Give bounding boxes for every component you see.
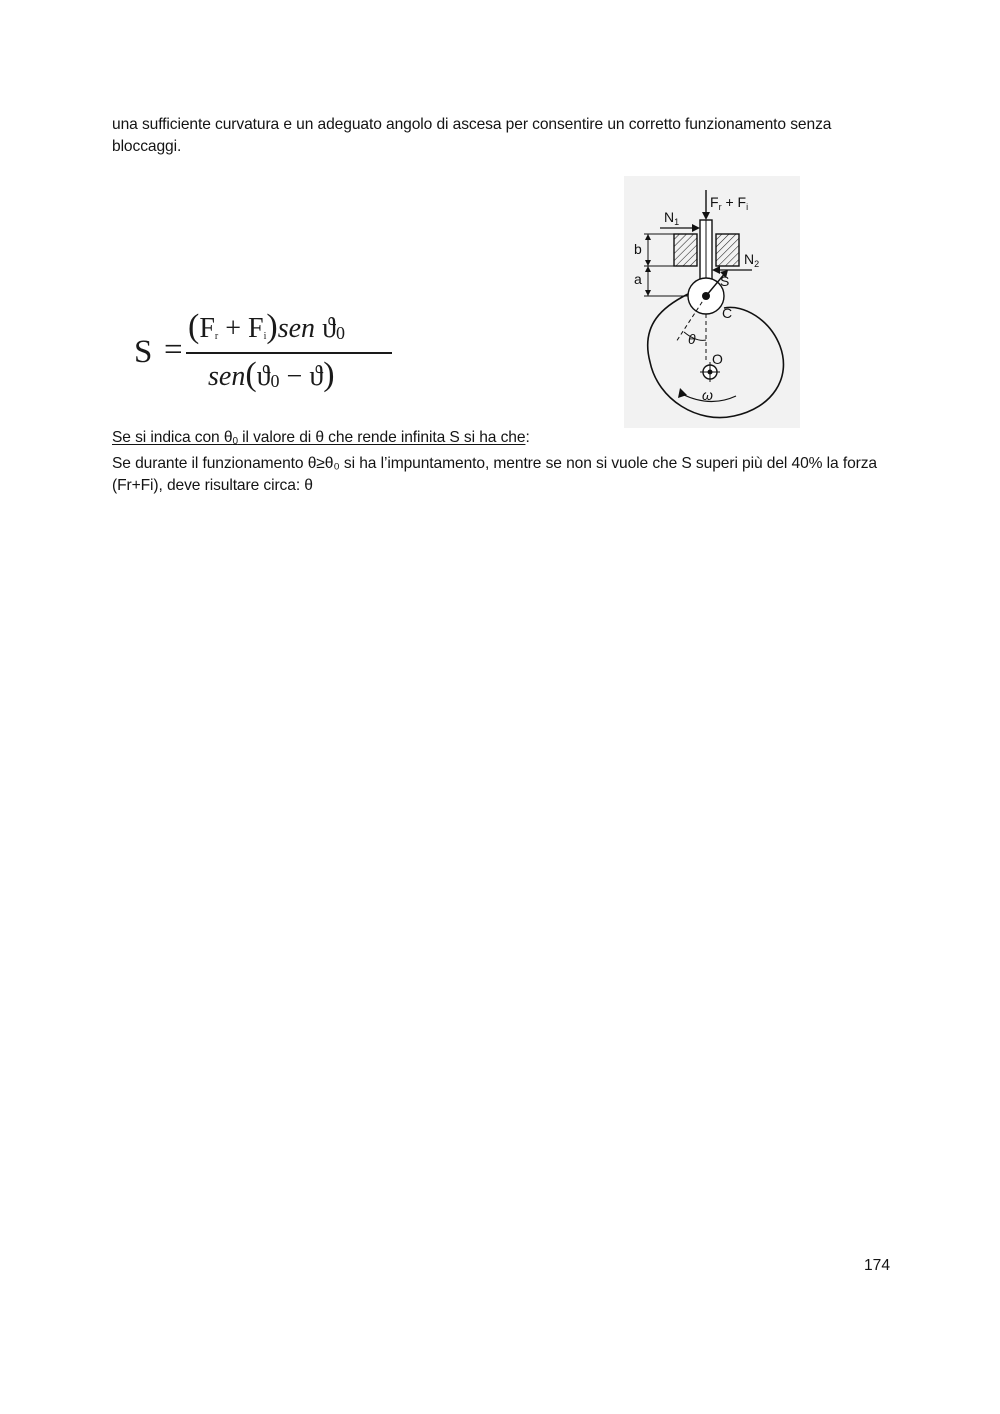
label-n2: $N_2$ (744, 251, 760, 269)
label-force: $F_r + F_i$ (710, 194, 749, 212)
label-c: C (722, 305, 733, 321)
formula-denominator: $sen(ϑ_0 - ϑ)$ (208, 356, 335, 393)
label-o: O (712, 351, 723, 367)
cam-follower-diagram (624, 176, 800, 428)
fraction-bar (186, 352, 392, 354)
operation-paragraph: Se durante il funzionamento θ≥θ₀ si ha l’impuntamento, mentre se non si vuole che S superi più del 40% la forza (Fr+Fi), deve risultare circa: θ (112, 455, 878, 494)
formula-equals: = (164, 332, 183, 368)
formula-lhs: S (134, 334, 153, 370)
label-a: a (634, 271, 642, 287)
page-number: 174 (864, 1257, 891, 1274)
formula-numerator: $(F_r + F_i)sen$ $ϑ_0$ (188, 308, 345, 345)
theta-definition-underlined: Se si indica con $\theta_0$ il valore di θ che rende infinita S si ha che (112, 429, 526, 447)
paragraph-bottom (112, 427, 902, 497)
cam-diagram-svg (624, 176, 800, 428)
label-b: b (634, 241, 642, 257)
label-s: S (720, 273, 730, 289)
label-omega: ω (702, 387, 713, 403)
force-formula (130, 308, 400, 408)
label-n1: $N_1$ (664, 209, 680, 227)
guide-block-right (716, 234, 739, 266)
label-theta: θ (688, 331, 696, 347)
theta-definition-line: Se si indica con $\theta_0$ il valore di θ che rende infinita S si ha che: (112, 429, 530, 447)
guide-block-left (674, 234, 697, 266)
paragraph-top: una sufficiente curvatura e un adeguato angolo di ascesa per consentire un corretto funzionamento senza bloccaggi. (112, 116, 832, 155)
